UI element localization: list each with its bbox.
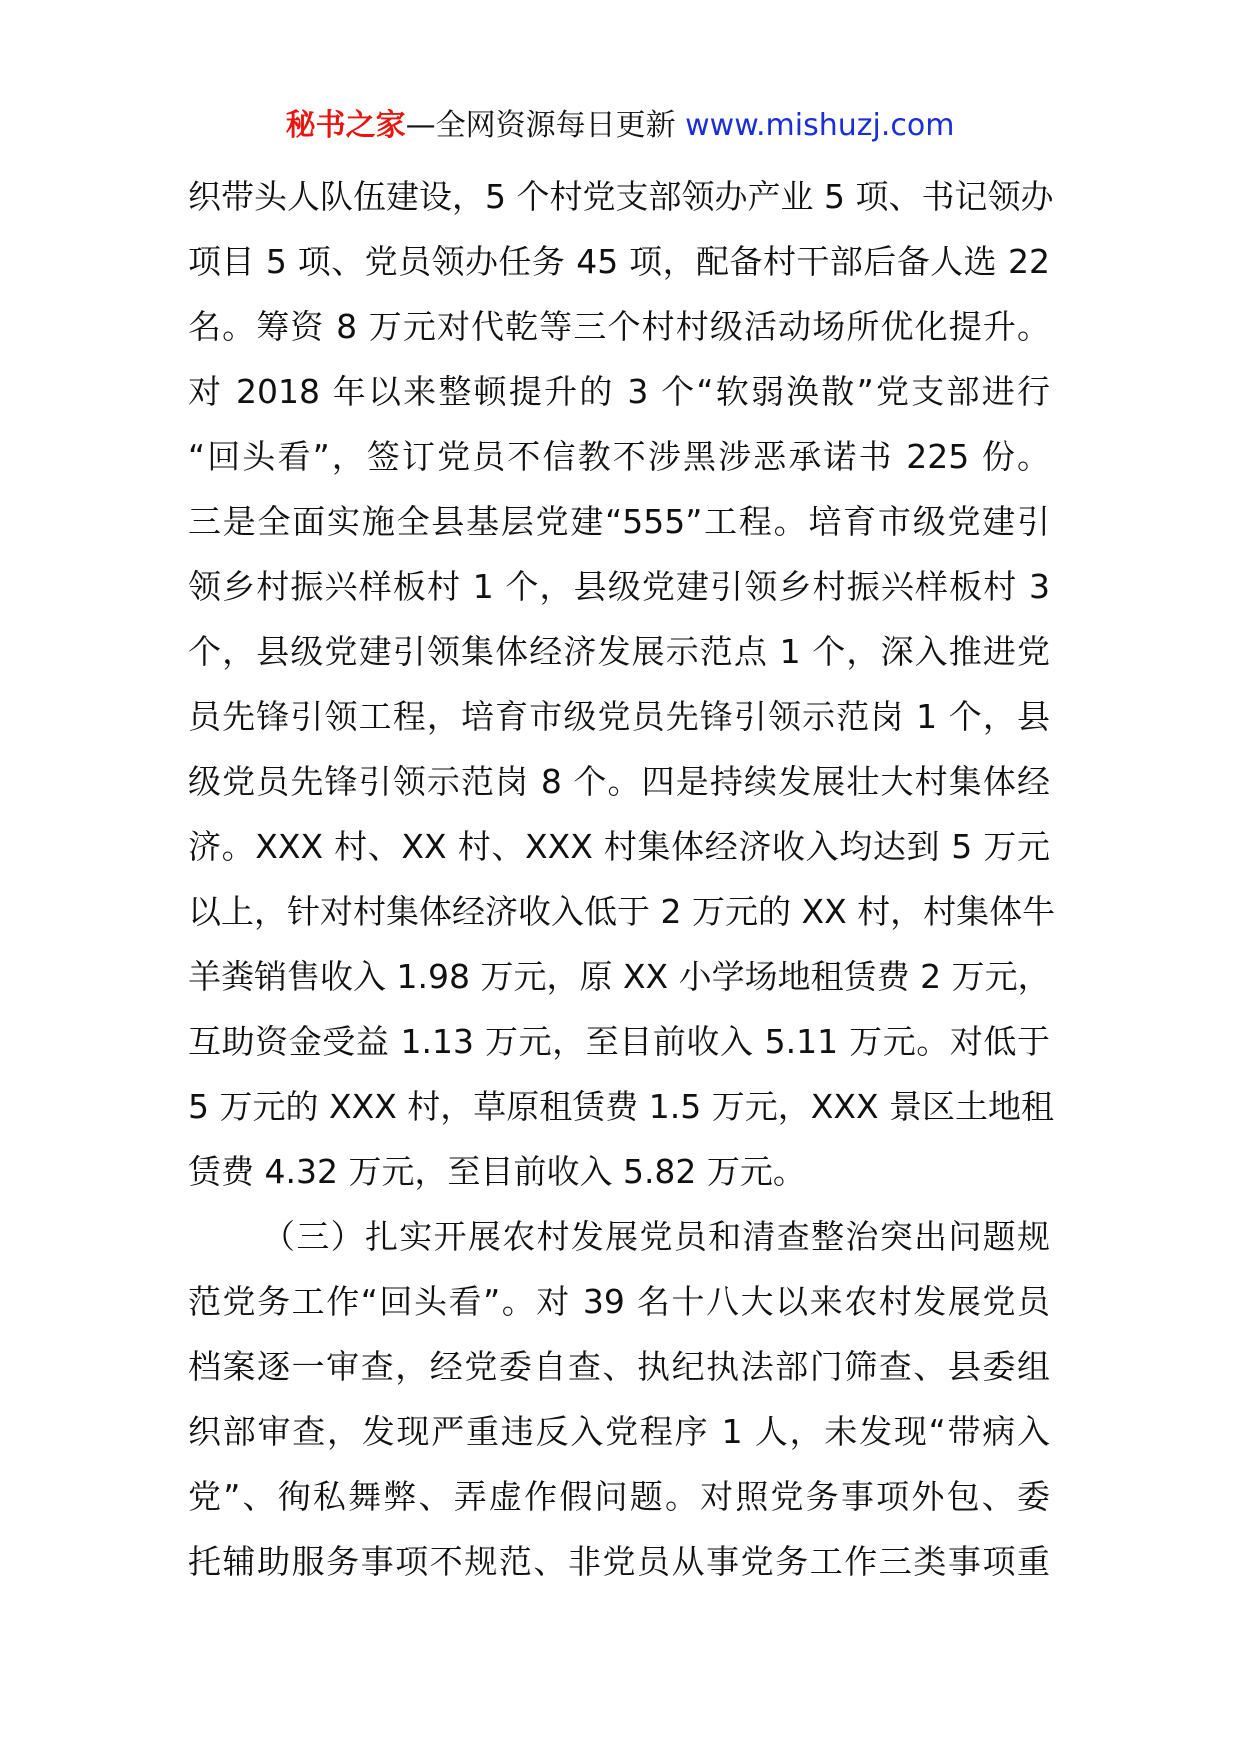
text-line: 党”、徇私舞弊、弄虚作假问题。对照党务事项外包、委	[188, 1477, 1050, 1516]
text-line: 织部审查，发现严重违反入党程序 1 人，未发现“带病入	[188, 1412, 1050, 1451]
text-line: 项目 5 项、党员领办任务 45 项，配备村干部后备人选 22	[188, 242, 1050, 281]
text-line: 员先锋引领工程，培育市级党员先锋引领示范岗 1 个，县	[188, 697, 1050, 736]
document-body	[188, 164, 1056, 1594]
site-url-link[interactable]: www.mishuzj.com	[685, 108, 955, 143]
text-line: 以上，针对村集体经济收入低于 2 万元的 XX 村，村集体牛	[188, 892, 1056, 931]
site-tagline: —全网资源每日更新	[405, 108, 686, 143]
text-line: 级党员先锋引领示范岗 8 个。四是持续发展壮大村集体经	[188, 762, 1050, 801]
page-header	[0, 104, 1240, 148]
text-line: 名。筹资 8 万元对代乾等三个村村级活动场所优化提升。	[188, 307, 1050, 346]
text-line: 5 万元的 XXX 村，草原租赁费 1.5 万元，XXX 景区土地租	[188, 1087, 1055, 1126]
paragraph-last-line: 赁费 4.32 万元，至目前收入 5.82 万元。	[188, 1152, 806, 1191]
text-line: 对 2018 年以来整顿提升的 3 个“软弱涣散”党支部进行	[188, 372, 1050, 411]
text-line: 档案逐一审查，经党委自查、执纪执法部门筛查、县委组	[188, 1347, 1050, 1386]
section-heading-line: （三）扎实开展农村发展党员和清查整治突出问题规	[262, 1217, 1050, 1256]
text-line: “回头看”，签订党员不信教不涉黑涉恶承诺书 225 份。	[188, 437, 1050, 476]
text-line: 羊粪销售收入 1.98 万元，原 XX 小学场地租赁费 2 万元，	[188, 957, 1051, 996]
text-line: 托辅助服务事项不规范、非党员从事党务工作三类事项重	[188, 1542, 1050, 1581]
text-line: 济。XXX 村、XX 村、XXX 村集体经济收入均达到 5 万元	[188, 827, 1050, 866]
site-brand: 秘书之家	[285, 108, 406, 143]
text-line: 互助资金受益 1.13 万元，至目前收入 5.11 万元。对低于	[188, 1022, 1050, 1061]
text-line: 个，县级党建引领集体经济发展示范点 1 个，深入推进党	[188, 632, 1050, 671]
text-line: 范党务工作“回头看”。对 39 名十八大以来农村发展党员	[188, 1282, 1050, 1321]
text-line: 领乡村振兴样板村 1 个，县级党建引领乡村振兴样板村 3	[188, 567, 1050, 606]
text-line: 三是全面实施全县基层党建“555”工程。培育市级党建引	[188, 502, 1050, 541]
text-line: 织带头人队伍建设，5 个村党支部领办产业 5 项、书记领办	[188, 177, 1054, 216]
